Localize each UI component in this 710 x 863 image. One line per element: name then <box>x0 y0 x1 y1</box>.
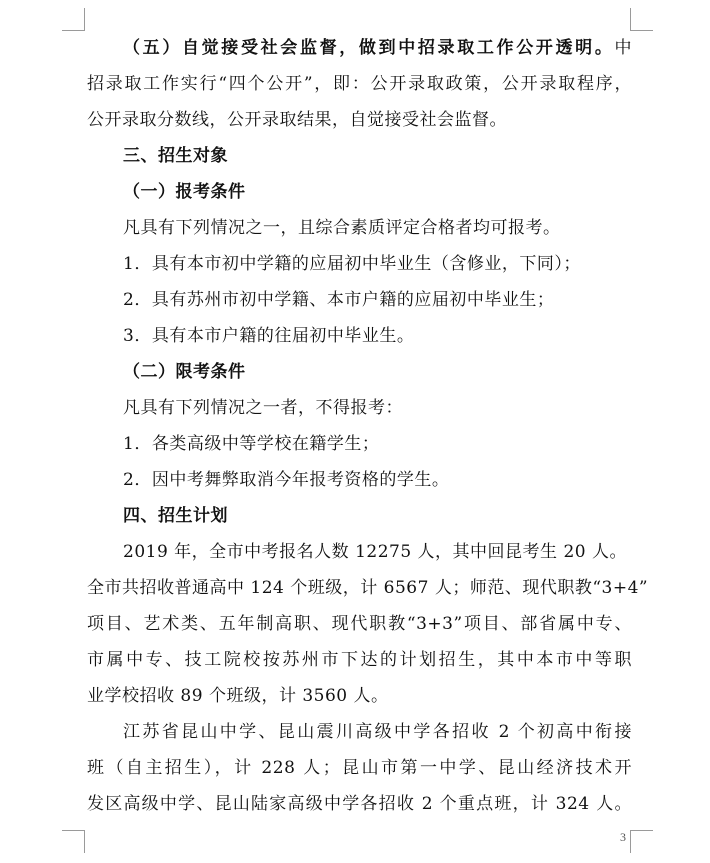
crop-mark-top-right <box>630 8 653 31</box>
para5-line: 发区高级中学、昆山陆家高级中学各招收 2 个重点班，计 324 人。 <box>87 794 632 814</box>
crop-mark-top-left <box>62 8 85 31</box>
para1-line2: 招录取工作实行“四个公开”，即：公开录取政策，公开录取程序， <box>87 74 632 94</box>
para1-line1 <box>87 30 632 66</box>
sub1-item: 3．具有本市户籍的往届初中毕业生。 <box>123 326 415 346</box>
sub1-title: （一）报考条件 <box>123 182 246 202</box>
para4-line: 市属中专、技工院校按苏州市下达的计划招生，其中本市中等职 <box>87 650 632 670</box>
para1-line1-rest: 中 <box>614 38 632 58</box>
sub2-item: 1．各类高级中等学校在籍学生； <box>123 434 380 454</box>
sub2-item: 2．因中考舞弊取消今年报考资格的学生。 <box>123 470 450 490</box>
crop-mark-bottom-right <box>630 830 653 853</box>
page-number: 3 <box>620 830 626 844</box>
para5-line: 班（自主招生），计 228 人；昆山市第一中学、昆山经济技术开 <box>87 758 632 778</box>
sub1-item: 1．具有本市初中学籍的应届初中毕业生（含修业，下同）； <box>123 254 581 274</box>
para1-line3: 公开录取分数线，公开录取结果，自觉接受社会监督。 <box>87 110 507 130</box>
para4-line: 项目、艺术类、五年制高职、现代职教“3+3”项目、部省属中专、 <box>87 614 632 634</box>
section4-title: 四、招生计划 <box>123 506 228 526</box>
sub2-intro: 凡具有下列情况之一者，不得报考： <box>123 398 403 418</box>
para4-line: 业学校招收 89 个班级，计 3560 人。 <box>87 686 389 706</box>
para4-line: 2019 年，全市中考报名人数 12275 人，其中回昆考生 20 人。 <box>123 542 627 562</box>
sub1-item: 2．具有苏州市初中学籍、本市户籍的应届初中毕业生； <box>123 290 555 310</box>
para1-bold-lead: （五）自觉接受社会监督，做到中招录取工作公开透明。 <box>123 38 615 58</box>
sub1-intro: 凡具有下列情况之一，且综合素质评定合格者均可报考。 <box>123 218 561 238</box>
sub2-title: （二）限考条件 <box>123 362 246 382</box>
para4-line: 全市共招收普通高中 124 个班级，计 6567 人；师范、现代职教“3+4” <box>87 578 649 598</box>
para5-line: 江苏省昆山中学、昆山震川高级中学各招收 2 个初高中衔接 <box>123 722 632 742</box>
document-body <box>87 30 649 822</box>
section3-title: 三、招生对象 <box>123 146 228 166</box>
crop-mark-bottom-left <box>62 830 85 853</box>
